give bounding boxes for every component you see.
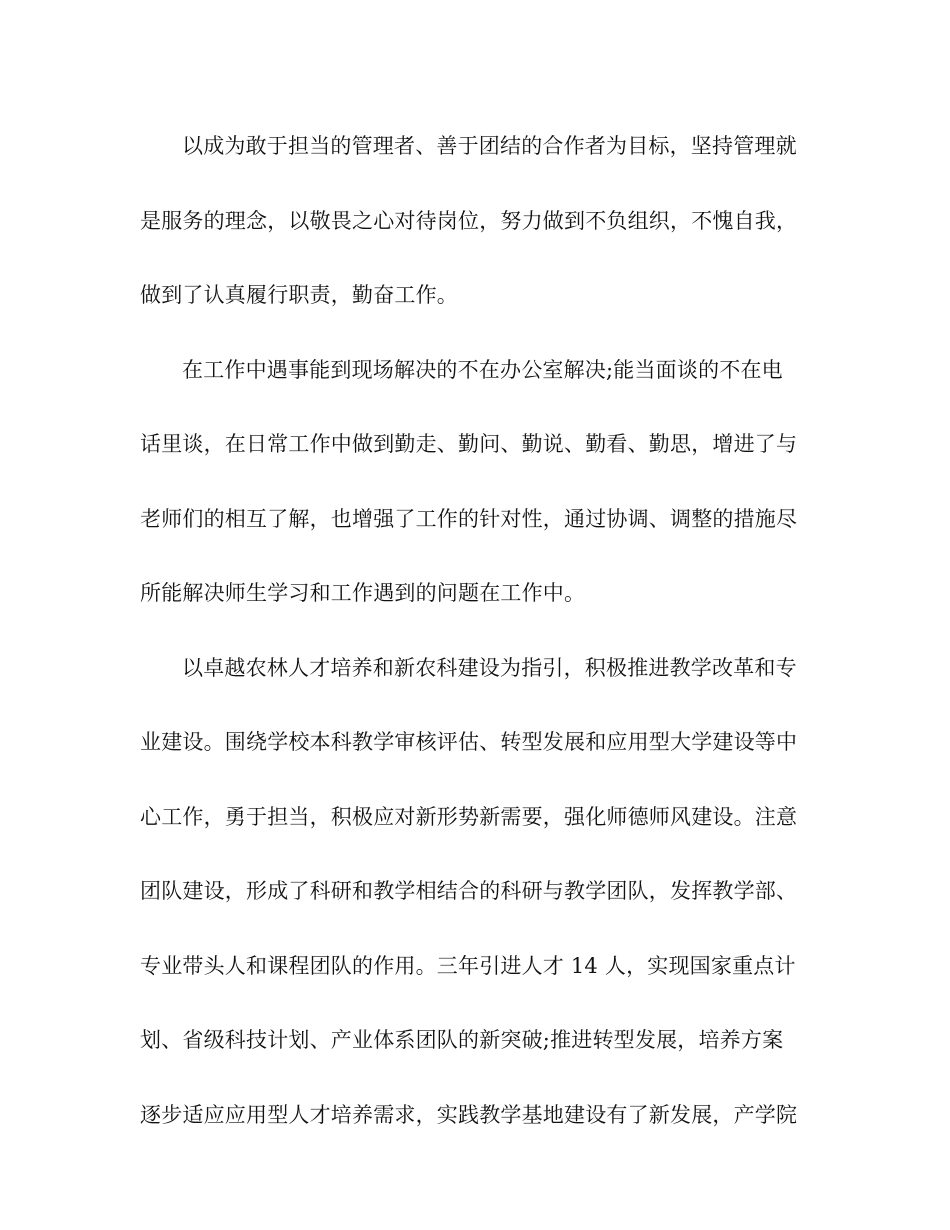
text-line: 所能解决师生学习和工作遇到的问题在工作中。: [140, 581, 586, 605]
text-line: 以成为敢于担当的管理者、善于团结的合作者为目标，坚持管理就: [182, 134, 797, 158]
text-line: 专业带头人和课程团队的作用。三年引进人才 14 人，实现国家重点计: [140, 953, 796, 978]
text-line: 在工作中遇事能到现场解决的不在办公室解决;能当面谈的不在电: [182, 357, 783, 382]
text-line: 逐步适应应用型人才培养需求，实践教学基地建设有了新发展，产学院: [140, 1102, 798, 1127]
text-line: 业建设。围绕学校本科教学审核评估、转型发展和应用型大学建设等中: [140, 730, 798, 754]
paragraph: [140, 640, 820, 1162]
text-line: 划、省级科技计划、产业体系团队的新突破;推进转型发展，培养方案: [140, 1028, 784, 1052]
text-line: 心工作，勇于担当，积极应对新形势新需要，强化师德师风建设。注意: [140, 804, 798, 829]
paragraph: [140, 342, 820, 640]
text-line: 话里谈，在日常工作中做到勤走、勤问、勤说、勤看、勤思，增进了与: [140, 432, 798, 456]
paragraph: [140, 118, 820, 342]
text-line: 是服务的理念，以敬畏之心对待岗位，努力做到不负组织，不愧自我，: [140, 208, 798, 233]
text-line: 老师们的相互了解，也增强了工作的针对性，通过协调、调整的措施尽: [140, 506, 798, 531]
text-line: 做到了认真履行职责，勤奋工作。: [140, 283, 458, 307]
document-body: [140, 118, 820, 1161]
text-line: 团队建设，形成了科研和教学相结合的科研与教学团队，发挥教学部、: [140, 879, 798, 903]
text-line: 以卓越农林人才培养和新农科建设为指引，积极推进教学改革和专: [182, 655, 797, 680]
